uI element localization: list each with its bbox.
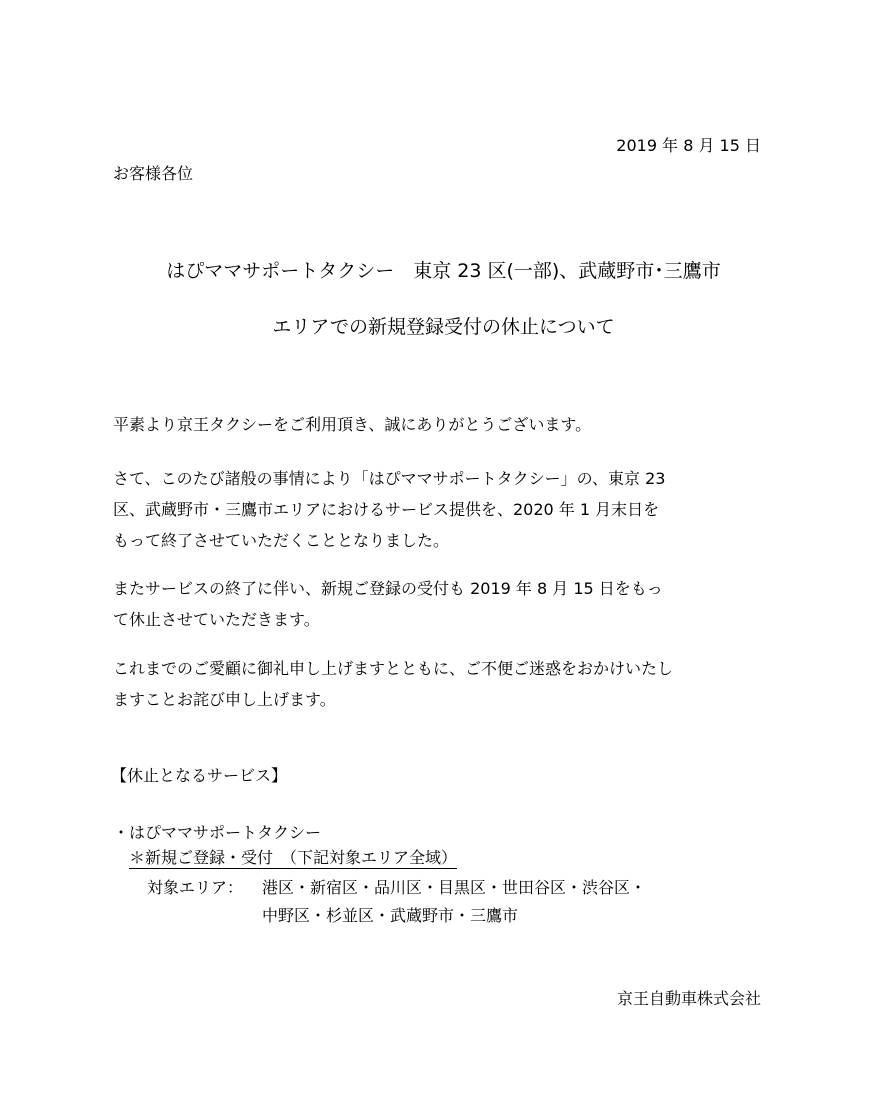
paragraph-line: ますことお詫び申し上げます。: [113, 690, 336, 709]
paragraph-line: て休止させていただきます。: [113, 610, 320, 629]
notice-date: 2019 年 8 月 15 日: [616, 136, 761, 155]
paragraph-line: またサービスの終了に伴い、新規ご登録の受付も 2019 年 8 月 15 日をもっ: [113, 579, 663, 598]
title-line-1: はぴママサポートタクシー 東京 23 区(一部)、武蔵野市･三鷹市: [166, 260, 721, 282]
registration-suspension-paragraph: [113, 573, 773, 635]
service-detail-underlined: ＊新規ご登録・受付 （下記対象エリア全域）: [129, 848, 457, 869]
paragraph-line: 平素より京王タクシーをご利用頂き、誠にありがとうございます。: [113, 415, 592, 434]
target-area-list-line-1: 港区・新宿区・品川区・目黒区・世田谷区・渋谷区・: [262, 878, 647, 897]
paragraph-line: これまでのご愛顧に御礼申し上げますとともに、ご不便ご迷惑をおかけいたし: [113, 659, 674, 678]
greeting-paragraph: [113, 409, 773, 440]
target-area-list-line-2: 中野区・杉並区・武蔵野市・三鷹市: [262, 906, 519, 925]
paragraph-line: もって終了させていただくこととなりました。: [113, 531, 450, 550]
suspended-services-heading: 【休止となるサービス】: [111, 766, 288, 785]
paragraph-line: 区、武蔵野市・三鷹市エリアにおけるサービス提供を、2020 年 1 月末日を: [113, 500, 660, 519]
addressee: お客様各位: [113, 164, 194, 183]
service-end-paragraph: [113, 463, 773, 556]
company-name: 京王自動車株式会社: [616, 989, 761, 1008]
service-name: ・はぴママサポートタクシー: [113, 823, 322, 842]
target-area-label: 対象エリア：: [147, 878, 244, 897]
title-line-2: エリアでの新規登録受付の休止について: [272, 316, 615, 338]
paragraph-line: さて、このたび諸般の事情により「はぴママサポートタクシー」の、東京 23: [113, 469, 666, 488]
apology-paragraph: [113, 653, 773, 715]
